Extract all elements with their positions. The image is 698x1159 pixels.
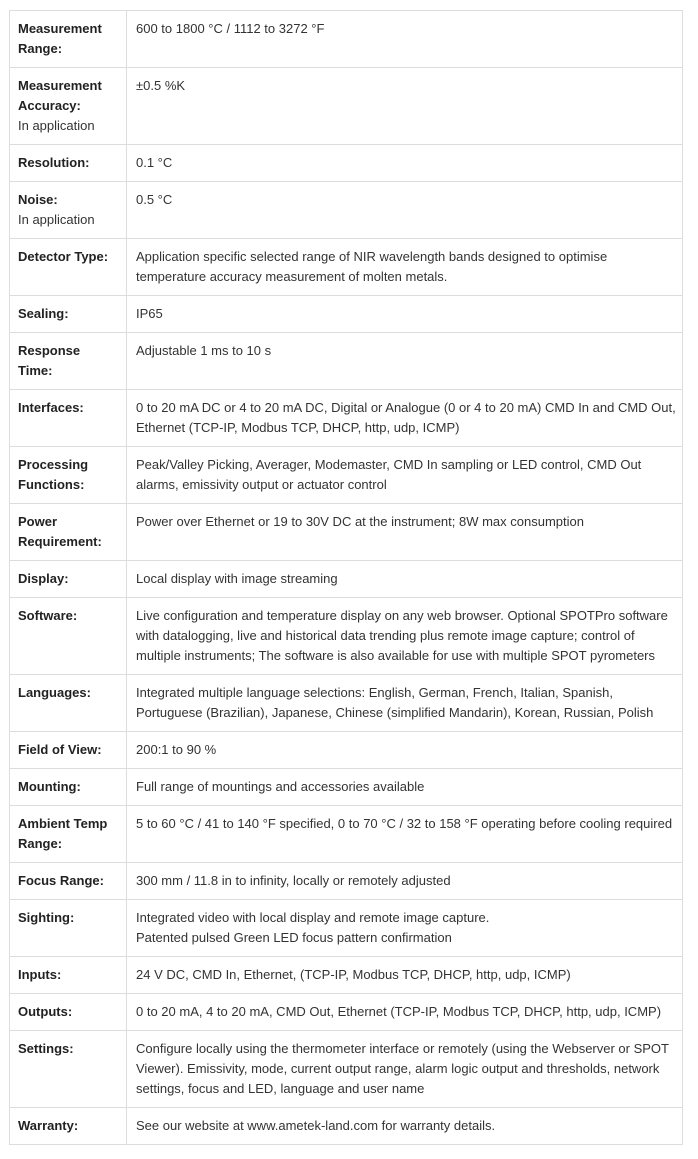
- spec-row: [10, 11, 683, 68]
- spec-label: Display:: [18, 571, 69, 586]
- spec-value: Peak/Valley Picking, Averager, Modemaster, CMD In sampling or LED control, CMD Out alarms, emissivity output or actuator control: [136, 457, 642, 492]
- spec-label-cell: [10, 957, 127, 994]
- spec-row: [10, 561, 683, 598]
- spec-label-cell: [10, 182, 127, 239]
- spec-label: Languages:: [18, 685, 91, 700]
- spec-row: [10, 447, 683, 504]
- spec-value: 0.1 °C: [136, 155, 173, 170]
- spec-label: Warranty:: [18, 1118, 79, 1133]
- spec-value: ±0.5 %K: [136, 78, 186, 93]
- spec-value-cell: [127, 561, 683, 598]
- spec-label: Settings:: [18, 1041, 74, 1056]
- spec-value-cell: [127, 239, 683, 296]
- spec-label-cell: [10, 11, 127, 68]
- spec-label: Noise:: [18, 192, 58, 207]
- spec-label: Measurement Accuracy:: [18, 78, 102, 113]
- spec-value-cell: [127, 732, 683, 769]
- spec-label-cell: [10, 333, 127, 390]
- spec-value: Integrated multiple language selections: English, German, French, Italian, Spanish, Portuguese (Brazilian), Japanese, Chinese (simplified Mandarin), Korean, Russian, Polish: [136, 685, 654, 720]
- spec-row: [10, 182, 683, 239]
- spec-row: [10, 390, 683, 447]
- spec-value-cell: [127, 447, 683, 504]
- spec-value: 0.5 °C: [136, 192, 173, 207]
- spec-value-cell: [127, 863, 683, 900]
- spec-value-cell: [127, 806, 683, 863]
- spec-label: Interfaces:: [18, 400, 84, 415]
- spec-row: [10, 68, 683, 145]
- spec-label-note: In application: [18, 212, 95, 227]
- specifications-table: [9, 10, 683, 1145]
- spec-value-cell: [127, 296, 683, 333]
- spec-value-cell: [127, 504, 683, 561]
- spec-label: Measurement Range:: [18, 21, 102, 56]
- spec-value: 0 to 20 mA, 4 to 20 mA, CMD Out, Ethernet (TCP-IP, Modbus TCP, DHCP, http, udp, ICMP): [136, 1004, 662, 1019]
- spec-value: Live configuration and temperature display on any web browser. Optional SPOTPro software with datalogging, live and historical data trending plus remote image capture; control of multiple instruments; The software is also available for use with multiple SPOT pyrometers: [136, 608, 668, 663]
- spec-label: Focus Range:: [18, 873, 104, 888]
- spec-label-cell: [10, 447, 127, 504]
- spec-label-cell: [10, 806, 127, 863]
- spec-label-cell: [10, 504, 127, 561]
- spec-label-cell: [10, 390, 127, 447]
- spec-value-cell: [127, 900, 683, 957]
- spec-label: Ambient Temp Range:: [18, 816, 108, 851]
- spec-label: Inputs:: [18, 967, 62, 982]
- spec-row: [10, 1031, 683, 1108]
- spec-row: [10, 863, 683, 900]
- spec-value: 5 to 60 °C / 41 to 140 °F specified, 0 to 70 °C / 32 to 158 °F operating before cooling required: [136, 816, 673, 831]
- spec-row: [10, 675, 683, 732]
- spec-row: [10, 957, 683, 994]
- spec-row: [10, 769, 683, 806]
- spec-value-cell: [127, 390, 683, 447]
- spec-value-cell: [127, 675, 683, 732]
- spec-row: [10, 239, 683, 296]
- spec-value-cell: [127, 1031, 683, 1108]
- spec-value: 0 to 20 mA DC or 4 to 20 mA DC, Digital or Analogue (0 or 4 to 20 mA) CMD In and CMD Out, Ethernet (TCP-IP, Modbus TCP, DHCP, http, udp, ICMP): [136, 400, 676, 435]
- spec-value-cell: [127, 769, 683, 806]
- spec-label-cell: [10, 68, 127, 145]
- spec-label: Sighting:: [18, 910, 75, 925]
- spec-row: [10, 1108, 683, 1145]
- spec-label: Detector Type:: [18, 249, 109, 264]
- spec-row: [10, 504, 683, 561]
- spec-label-cell: [10, 239, 127, 296]
- spec-row: [10, 900, 683, 957]
- spec-label-cell: [10, 561, 127, 598]
- spec-value: 600 to 1800 °C / 1112 to 3272 °F: [136, 21, 325, 36]
- spec-value: See our website at www.ametek-land.com for warranty details.: [136, 1118, 496, 1133]
- spec-value-cell: [127, 994, 683, 1031]
- spec-label-note: In application: [18, 118, 95, 133]
- spec-value: IP65: [136, 306, 163, 321]
- spec-value-cell: [127, 11, 683, 68]
- spec-label: Processing Functions:: [18, 457, 89, 492]
- spec-value: Local display with image streaming: [136, 571, 338, 586]
- spec-row: [10, 598, 683, 675]
- spec-row: [10, 994, 683, 1031]
- spec-value: 300 mm / 11.8 in to infinity, locally or remotely adjusted: [136, 873, 451, 888]
- spec-value-cell: [127, 68, 683, 145]
- spec-value-cell: [127, 957, 683, 994]
- spec-row: [10, 732, 683, 769]
- spec-value: Patented pulsed Green LED focus pattern confirmation: [136, 930, 452, 945]
- spec-row: [10, 333, 683, 390]
- spec-label-cell: [10, 296, 127, 333]
- spec-label: Mounting:: [18, 779, 81, 794]
- spec-value: Integrated video with local display and remote image capture.: [136, 910, 490, 925]
- spec-label-cell: [10, 863, 127, 900]
- spec-label-cell: [10, 900, 127, 957]
- spec-value: Configure locally using the thermometer interface or remotely (using the Webserver or SPOT Viewer). Emissivity, mode, current output range, alarm logic output and thresholds, network settings, focus and LED, language and user name: [136, 1041, 669, 1096]
- spec-value: 24 V DC, CMD In, Ethernet, (TCP-IP, Modbus TCP, DHCP, http, udp, ICMP): [136, 967, 571, 982]
- spec-label-cell: [10, 1108, 127, 1145]
- spec-value-cell: [127, 598, 683, 675]
- spec-label-cell: [10, 675, 127, 732]
- spec-label-cell: [10, 732, 127, 769]
- spec-label: Field of View:: [18, 742, 102, 757]
- spec-label: Software:: [18, 608, 78, 623]
- spec-row: [10, 145, 683, 182]
- spec-value: Adjustable 1 ms to 10 s: [136, 343, 272, 358]
- spec-value-cell: [127, 145, 683, 182]
- spec-label: Power Requirement:: [18, 514, 102, 549]
- spec-label-cell: [10, 145, 127, 182]
- spec-label: Sealing:: [18, 306, 69, 321]
- spec-value: Power over Ethernet or 19 to 30V DC at the instrument; 8W max consumption: [136, 514, 584, 529]
- spec-label: Outputs:: [18, 1004, 73, 1019]
- spec-label: Resolution:: [18, 155, 90, 170]
- spec-label-cell: [10, 769, 127, 806]
- spec-row: [10, 806, 683, 863]
- spec-label: Response Time:: [18, 343, 81, 378]
- spec-label-cell: [10, 598, 127, 675]
- spec-value-cell: [127, 182, 683, 239]
- spec-value: Full range of mountings and accessories available: [136, 779, 425, 794]
- spec-value: 200:1 to 90 %: [136, 742, 217, 757]
- specifications-table-body: [10, 11, 683, 1145]
- spec-label-cell: [10, 994, 127, 1031]
- spec-value-cell: [127, 1108, 683, 1145]
- spec-row: [10, 296, 683, 333]
- spec-label-cell: [10, 1031, 127, 1108]
- spec-value: Application specific selected range of NIR wavelength bands designed to optimise temperature accuracy measurement of molten metals.: [136, 249, 608, 284]
- spec-value-cell: [127, 333, 683, 390]
